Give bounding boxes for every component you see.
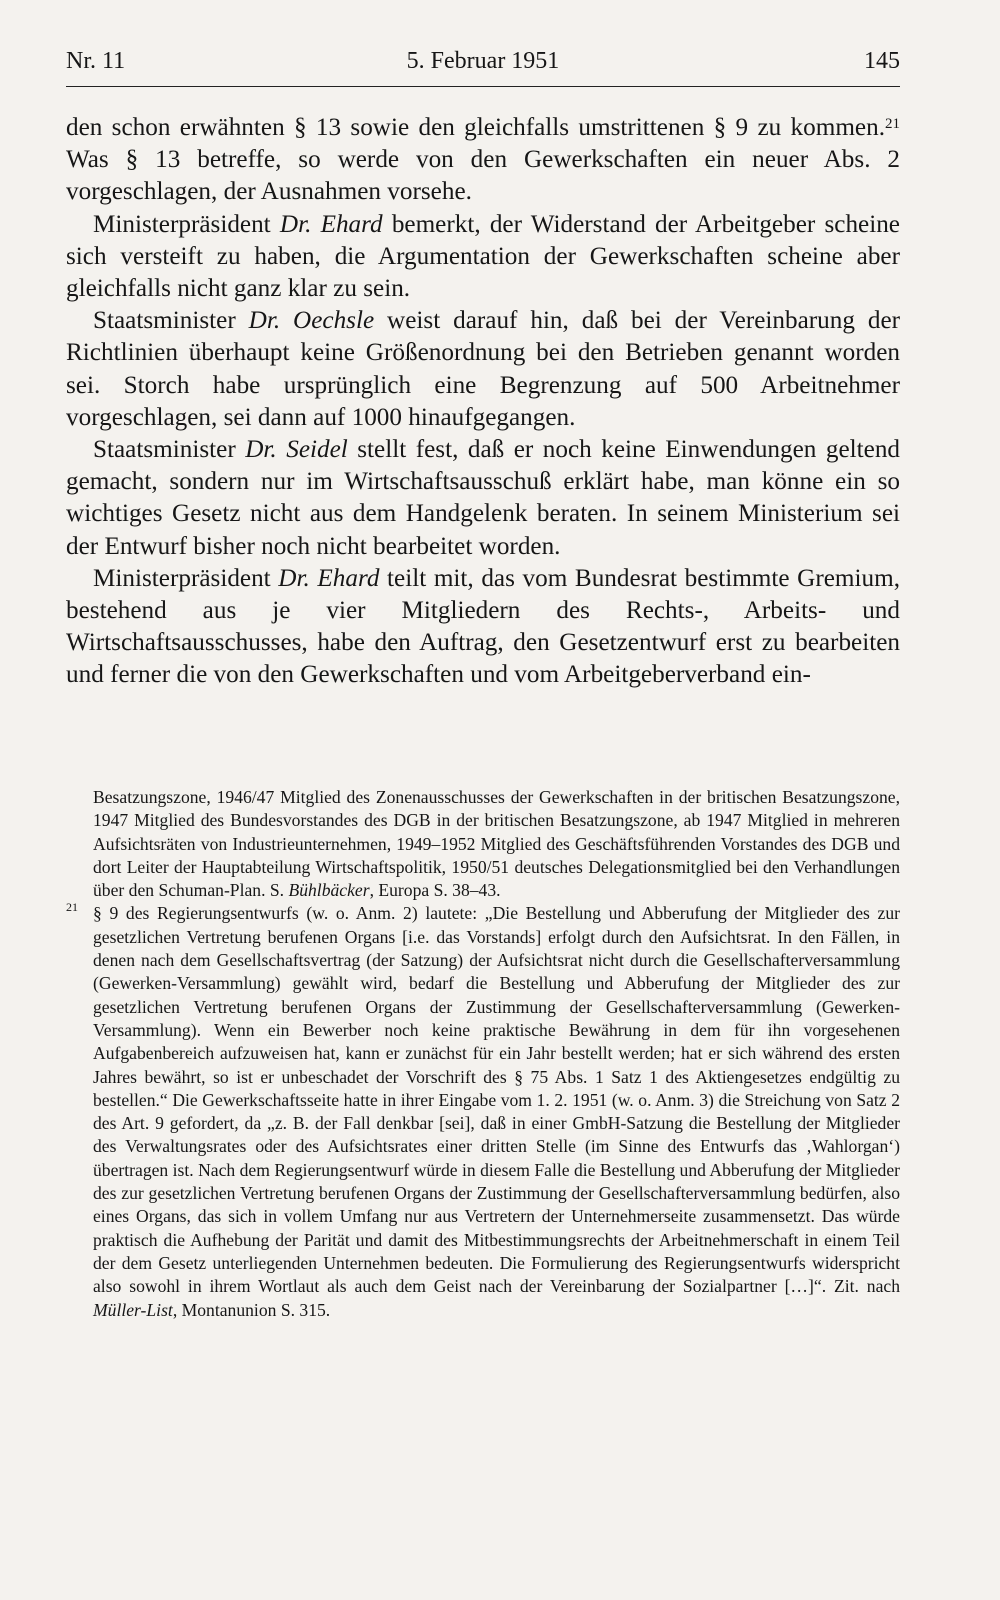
citation-rest: , Montanunion S. 315. bbox=[172, 1299, 331, 1320]
footnotes bbox=[66, 786, 900, 1322]
speaker-name: Oechsle bbox=[293, 307, 375, 335]
footnote-number: 21 bbox=[66, 900, 78, 915]
speaker-role: Staatsminister bbox=[93, 307, 249, 335]
issue-number: Nr. 11 bbox=[66, 48, 126, 74]
speaker-role: Ministerpräsident bbox=[93, 210, 280, 238]
citation-author: Müller-List bbox=[93, 1299, 173, 1320]
footnote-21 bbox=[66, 902, 900, 1321]
speaker-name: Ehard bbox=[317, 564, 380, 592]
footnote-21-text: § 9 des Regierungsentwurfs (w. o. Anm. 2) lautete: „Die Bestellung und Abberufung der Mitglieder des zur gesetzlichen Vertretung berufenen Organs [i.e. das Vorstands] erfolgt durch den Aufsichtsrat. In den Fällen, in denen nach dem Gesellschaftsvertrag (der Satzung) der Aufsichtsrat nicht durch die Gesellschafterversammlung (Gewerken-Versammlung) gewählt wird, bedarf die Bestellung und Abberufung der Mitglieder des zur gesetzlichen Vertretung berufenen Organs der Zustimmung der Gesellschafterversammlung (Gewerken-Versammlung). Wenn ein Bewerber noch keine praktische Bewährung in dem für ihn vorgesehenen Aufgabenbereich aufzuweisen hat, kann er zunächst für ein Jahr bestellt werden; hat er sich während des ersten Jahres bewährt, so ist er unbeschadet der Vorschrift des § 75 Abs. 1 Satz 1 des Aktiengesetzes endgültig zu bestellen.“ Die Gewerkschaftsseite hatte in ihrer Eingabe vom 1. 2. 1951 (w. o. Anm. 3) die Streichung von Satz 2 des Art. 9 gefordert, da „z. B. der Fall denkbar [sei], daß in einer GmbH-Satzung die Bestellung der Mitglieder des Verwaltungsrates oder des Aufsichtsrates einer dritten Stelle (im Sinne des Entwurfs das ‚Wahlorgan‘) übertragen ist. Nach dem Regierungsentwurf würde in diesem Falle die Bestellung und Abberufung der Mitglieder des zur gesetzlichen Vertretung berufenen Organs der Zustimmung der Gesellschafterversammlung bedürfen, also eines Organs, das sich in vollem Umfang nur aus Vertretern der Unternehmerseite zusammensetzt. Das würde praktisch die Aufhebung der Parität und damit des Mitbestimmungsrechts der Arbeitnehmerschaft in einem Teil der dem Gesetz unterliegenden Unternehmen bedeuten. Die Formulierung des Regierungsentwurfs widerspricht also sowohl in ihrem Wortlaut als auch dem Geist nach der Vereinbarung der Sozialpartner […]“. Zit. nach bbox=[93, 903, 900, 1297]
paragraph-5 bbox=[66, 563, 900, 692]
speaker-name: Ehard bbox=[320, 210, 383, 238]
citation-rest: , Europa S. 38–43. bbox=[369, 880, 501, 901]
speaker-title: Dr. bbox=[279, 210, 321, 238]
paragraph-1 bbox=[66, 112, 900, 209]
paragraph-1-text-cont: Was § 13 betreffe, so werde von den Gewerkschaften ein neuer Abs. 2 vorgeschlagen, der Ausnahmen vorsehe. bbox=[66, 146, 900, 206]
footnote-continued bbox=[66, 786, 900, 902]
footnote-21-body bbox=[66, 902, 900, 1321]
citation-author: Bühlbäcker bbox=[288, 880, 370, 901]
main-text bbox=[66, 112, 900, 692]
paragraph-4 bbox=[66, 434, 900, 563]
paragraph-3-text: weist darauf hin, daß bei der Vereinbarung der Richtlinien überhaupt keine Größenordnung bei den Betrieben genannt worden sei. Storch habe ursprünglich eine Begrenzung auf 500 Arbeitnehmer vorgeschlagen, sei dann auf 1000 hinaufgegangen. bbox=[66, 307, 901, 431]
footnote-continued-text: Besatzungszone, 1946/47 Mitglied des Zonenausschusses der Gewerkschaften in der britischen Besatzungszone, 1947 Mitglied des Bundesvorstandes des DGB in der britischen Besatzungszone, ab 1947 Mitglied in mehreren Aufsichtsräten von Industrieunternehmen, 1949–1952 Mitglied des Geschäftsführenden Vorstandes des DGB und dort Leiter der Hauptabteilung Wirtschaftspolitik, 1950/51 deutsches Delegationsmitglied bei den Verhandlungen über den Schuman-Plan. S. bbox=[93, 787, 900, 901]
header-date: 5. Februar 1951 bbox=[406, 48, 560, 74]
speaker-title: Dr. bbox=[278, 564, 318, 592]
paragraph-4-text: stellt fest, daß er noch keine Einwendungen geltend gemacht, sondern nur im Wirtschaftsausschuß erklärt habe, man könne ein so wichtiges Gesetz nicht aus dem Handgelenk beraten. In seinem Ministerium sei der Entwurf bisher noch nicht bearbeitet worden. bbox=[66, 436, 901, 560]
paragraph-1-text: den schon erwähnten § 13 sowie den gleichfalls umstrittenen § 9 zu kommen. bbox=[66, 114, 885, 141]
paragraph-2-text: bemerkt, der Widerstand der Arbeitgeber scheine sich versteift zu haben, die Argumentation der Gewerkschaften scheine aber gleichfalls nicht ganz klar zu sein. bbox=[66, 210, 900, 303]
speaker-role: Staatsminister bbox=[93, 436, 246, 464]
speaker-title: Dr. bbox=[245, 436, 287, 464]
speaker-role: Ministerpräsident bbox=[93, 564, 279, 592]
speaker-name: Seidel bbox=[286, 436, 348, 464]
footnote-continued-body bbox=[66, 786, 900, 902]
header-rule bbox=[66, 86, 900, 87]
paragraph-2 bbox=[66, 209, 900, 306]
footnote-ref-21: 21 bbox=[885, 116, 900, 132]
page-number: 145 bbox=[864, 48, 900, 74]
paragraph-3 bbox=[66, 305, 900, 434]
paragraph-5-text: teilt mit, das vom Bundesrat bestimmte Gremium, bestehend aus je vier Mitgliedern des Rechts-, Arbeits- und Wirtschaftsausschusses, habe den Auftrag, den Gesetzentwurf erst zu bearbeiten und ferner die von den Gewerkschaften und vom Arbeitgeberverband ein- bbox=[66, 564, 900, 689]
speaker-title: Dr. bbox=[248, 307, 294, 335]
